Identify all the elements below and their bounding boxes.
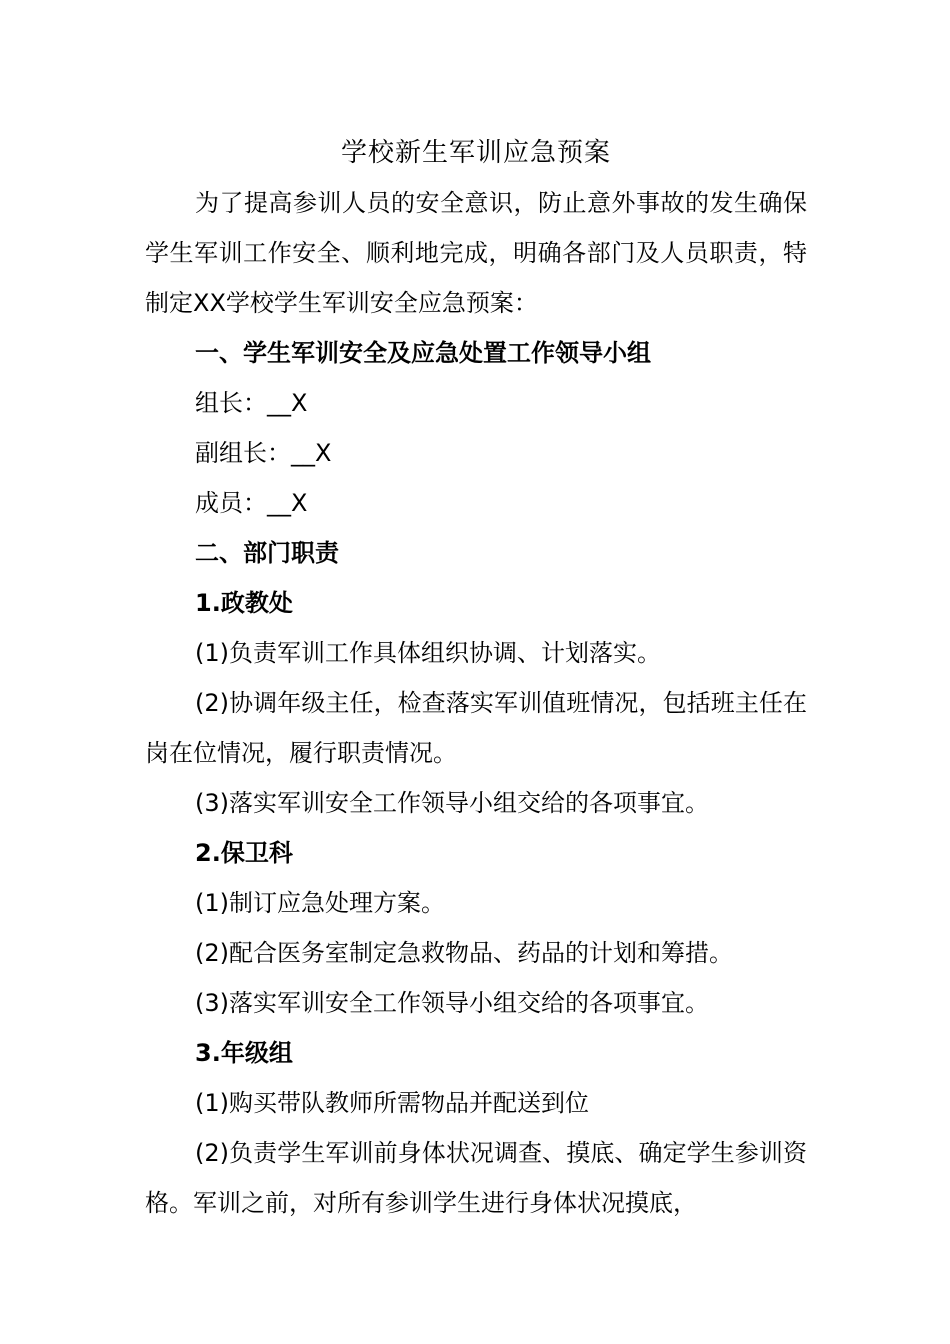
dept3-item: (1)购买带队教师所需物品并配送到位 — [195, 1089, 589, 1117]
document-page — [145, 128, 807, 1228]
section2-heading: 二、部门职责 — [195, 539, 339, 567]
leader-line: 组长：__X — [195, 389, 308, 417]
dept2-item: (1)制订应急处理方案。 — [195, 889, 445, 917]
vice-leader-line: 副组长：__X — [195, 439, 332, 467]
dept2-item: (2)配合医务室制定急救物品、药品的计划和筹措。 — [195, 939, 733, 967]
document-title: 学校新生军训应急预案 — [340, 138, 611, 168]
dept1-heading: 1.政教处 — [195, 589, 293, 617]
dept1-item: (1)负责军训工作具体组织协调、计划落实。 — [195, 639, 661, 667]
dept3-item: (2)负责学生军训前身体状况调查、摸底、确定学生参训资格。军训之前，对所有参训学生进行身体状况摸底， — [145, 1139, 807, 1217]
dept1-item: (2)协调年级主任，检查落实军训值班情况，包括班主任在岗在位情况，履行职责情况。 — [145, 689, 807, 767]
members-line: 成员：__X — [195, 489, 308, 517]
dept3-heading: 3.年级组 — [195, 1039, 293, 1067]
section1-heading: 一、学生军训安全及应急处置工作领导小组 — [195, 339, 651, 367]
dept1-item: (3)落实军训安全工作领导小组交给的各项事宜。 — [195, 789, 709, 817]
dept2-item: (3)落实军训安全工作领导小组交给的各项事宜。 — [195, 989, 709, 1017]
dept2-heading: 2.保卫科 — [195, 839, 293, 867]
intro-paragraph: 为了提高参训人员的安全意识，防止意外事故的发生确保学生军训工作安全、顺利地完成，明确各部门及人员职责，特制定XX学校学生军训安全应急预案： — [145, 189, 807, 317]
